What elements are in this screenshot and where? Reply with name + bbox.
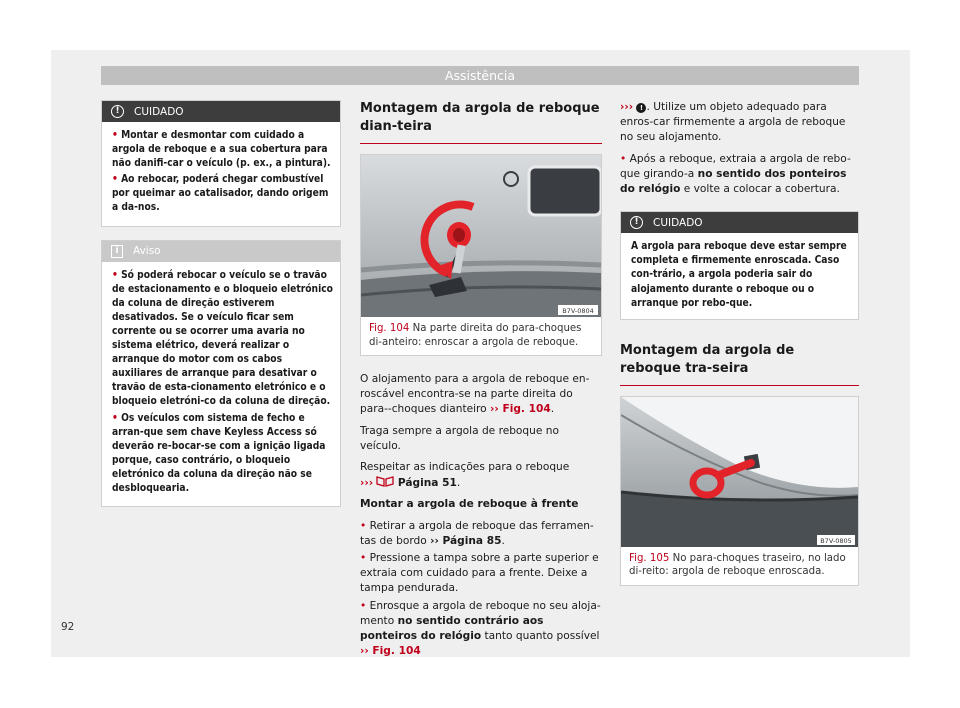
paragraph: Traga sempre a argola de reboque no veículo. xyxy=(360,424,559,452)
page-number: 92 xyxy=(61,621,75,633)
list-item: • Após a reboque, extraia a argola de rebo-que girando-a no sentido dos ponteiros do relógio e volte a colocar a cobertura. xyxy=(620,152,851,196)
page-link[interactable]: ›› Página 85 xyxy=(430,534,502,547)
note-box xyxy=(101,240,341,508)
figure-caption-text: No para-choques traseiro, no lado di-reito: argola de reboque enroscada. xyxy=(629,552,846,578)
bullet-icon: • xyxy=(112,412,118,424)
figure-caption xyxy=(621,547,858,585)
figure-link[interactable]: ›› Fig. 104 xyxy=(490,403,551,416)
note-body xyxy=(102,262,340,507)
caution-header xyxy=(621,212,858,233)
figure-code: B7V-0805 xyxy=(820,536,852,545)
paragraph: ››› ! . Utilize um objeto adequado para enros-car firmemente a argola de reboque no seu alojamento. xyxy=(620,101,846,144)
column-middle xyxy=(360,100,602,665)
list-item: • Os veículos com sistema de fecho e arran-que sem chave Keyless Access só deverão re-bocar-se com a ignição ligada porque, caso contrário, o bloqueio eletrónico da coluna da direção não se desbloquearia. xyxy=(112,412,326,494)
column-right xyxy=(620,100,859,596)
book-icon xyxy=(376,475,394,487)
bullet-icon: • xyxy=(112,130,118,141)
page-link[interactable]: Página 51 xyxy=(397,477,457,490)
figure-104 xyxy=(360,154,602,356)
warning-icon: ! xyxy=(630,216,643,229)
bullet-icon: • xyxy=(112,174,118,186)
bullet-icon: • xyxy=(112,269,118,281)
caution-label: CUIDADO xyxy=(134,105,184,118)
caution-body xyxy=(102,122,340,226)
figure-caption-text: Na parte direita do para-choques di-anteiro: enroscar a argola de reboque. xyxy=(369,323,582,348)
bullet-icon: • xyxy=(360,552,367,565)
warning-icon: ! xyxy=(111,105,124,118)
caution-header xyxy=(102,101,340,122)
info-icon: i xyxy=(111,245,123,258)
list-item: • Enrosque a argola de reboque no seu aloja-mento no sentido contrário aos ponteiros do relógio tanto quanto possível ›› Fig. 104 xyxy=(360,599,601,658)
section-title-front: Montagem da argola de reboque dian-teira xyxy=(360,100,602,144)
bullet-icon: • xyxy=(360,519,367,532)
caution-box xyxy=(101,100,341,227)
paragraph: Respeitar as indicações para o reboque ››› Página 51. xyxy=(360,461,570,490)
front-tow-hook-illustration xyxy=(361,155,601,317)
note-header xyxy=(102,241,340,262)
list-item: • Retirar a argola de reboque das ferramen-tas de bordo ›› Página 85. xyxy=(360,519,594,547)
chapter-header: Assistência xyxy=(101,66,859,85)
arrow-icon: ››› xyxy=(620,101,634,113)
figure-label: Fig. 104 xyxy=(369,323,410,334)
paragraph: O alojamento para a argola de reboque en-roscável encontra-se na parte direita do para--choques dianteiro ›› Fig. 104. xyxy=(360,373,590,416)
note-label: Aviso xyxy=(133,245,161,258)
figure-link[interactable]: ›› Fig. 104 xyxy=(360,645,421,658)
figure-label: Fig. 105 xyxy=(629,552,670,564)
warning-icon: ! xyxy=(636,103,646,113)
list-item: • Pressione a tampa sobre a parte superior e extraia com cuidado para a frente. Deixe a tampa pendurada. xyxy=(360,552,599,595)
figure-code: B7V-0804 xyxy=(562,307,594,315)
caution-box xyxy=(620,211,859,319)
section-title-rear: Montagem da argola de reboque tra-seira xyxy=(620,342,859,386)
list-item: • Montar e desmontar com cuidado a argola de reboque e a sua cobertura para não danifi-car o veículo (p. ex., a pintura). xyxy=(112,130,331,170)
list-item: • Só poderá rebocar o veículo se o travão de estacionamento e o bloqueio eletrónico da coluna de direção estiverem desativados. Se o veículo ficar sem corrente ou se ocorrer uma avaria no sistema elétrico, deverá realizar o arranque do motor com os cabos auxiliares de arranque para desativar o travão de esta-cionamento eletrónico e o bloqueio eletróni-co da coluna de direção. xyxy=(112,269,333,408)
arrow-icon: ››› xyxy=(360,477,374,490)
rear-tow-hook-illustration xyxy=(621,397,858,547)
caution-label: CUIDADO xyxy=(653,216,703,229)
caution-body: A argola para reboque deve estar sempre completa e firmemente enroscada. Caso con-trário, a argola poderia sair do alojamento durante o reboque ou o arranque por rebo-que. xyxy=(631,241,847,309)
subheading: Montar a argola de reboque à frente xyxy=(360,498,579,511)
figure-105 xyxy=(620,396,859,586)
bullet-icon: • xyxy=(620,152,627,165)
column-left xyxy=(101,100,341,520)
bullet-icon: • xyxy=(360,599,367,612)
list-item: • Ao rebocar, poderá chegar combustível por queimar ao catalisador, dando origem a da-nos. xyxy=(112,174,329,214)
figure-caption xyxy=(361,317,601,355)
